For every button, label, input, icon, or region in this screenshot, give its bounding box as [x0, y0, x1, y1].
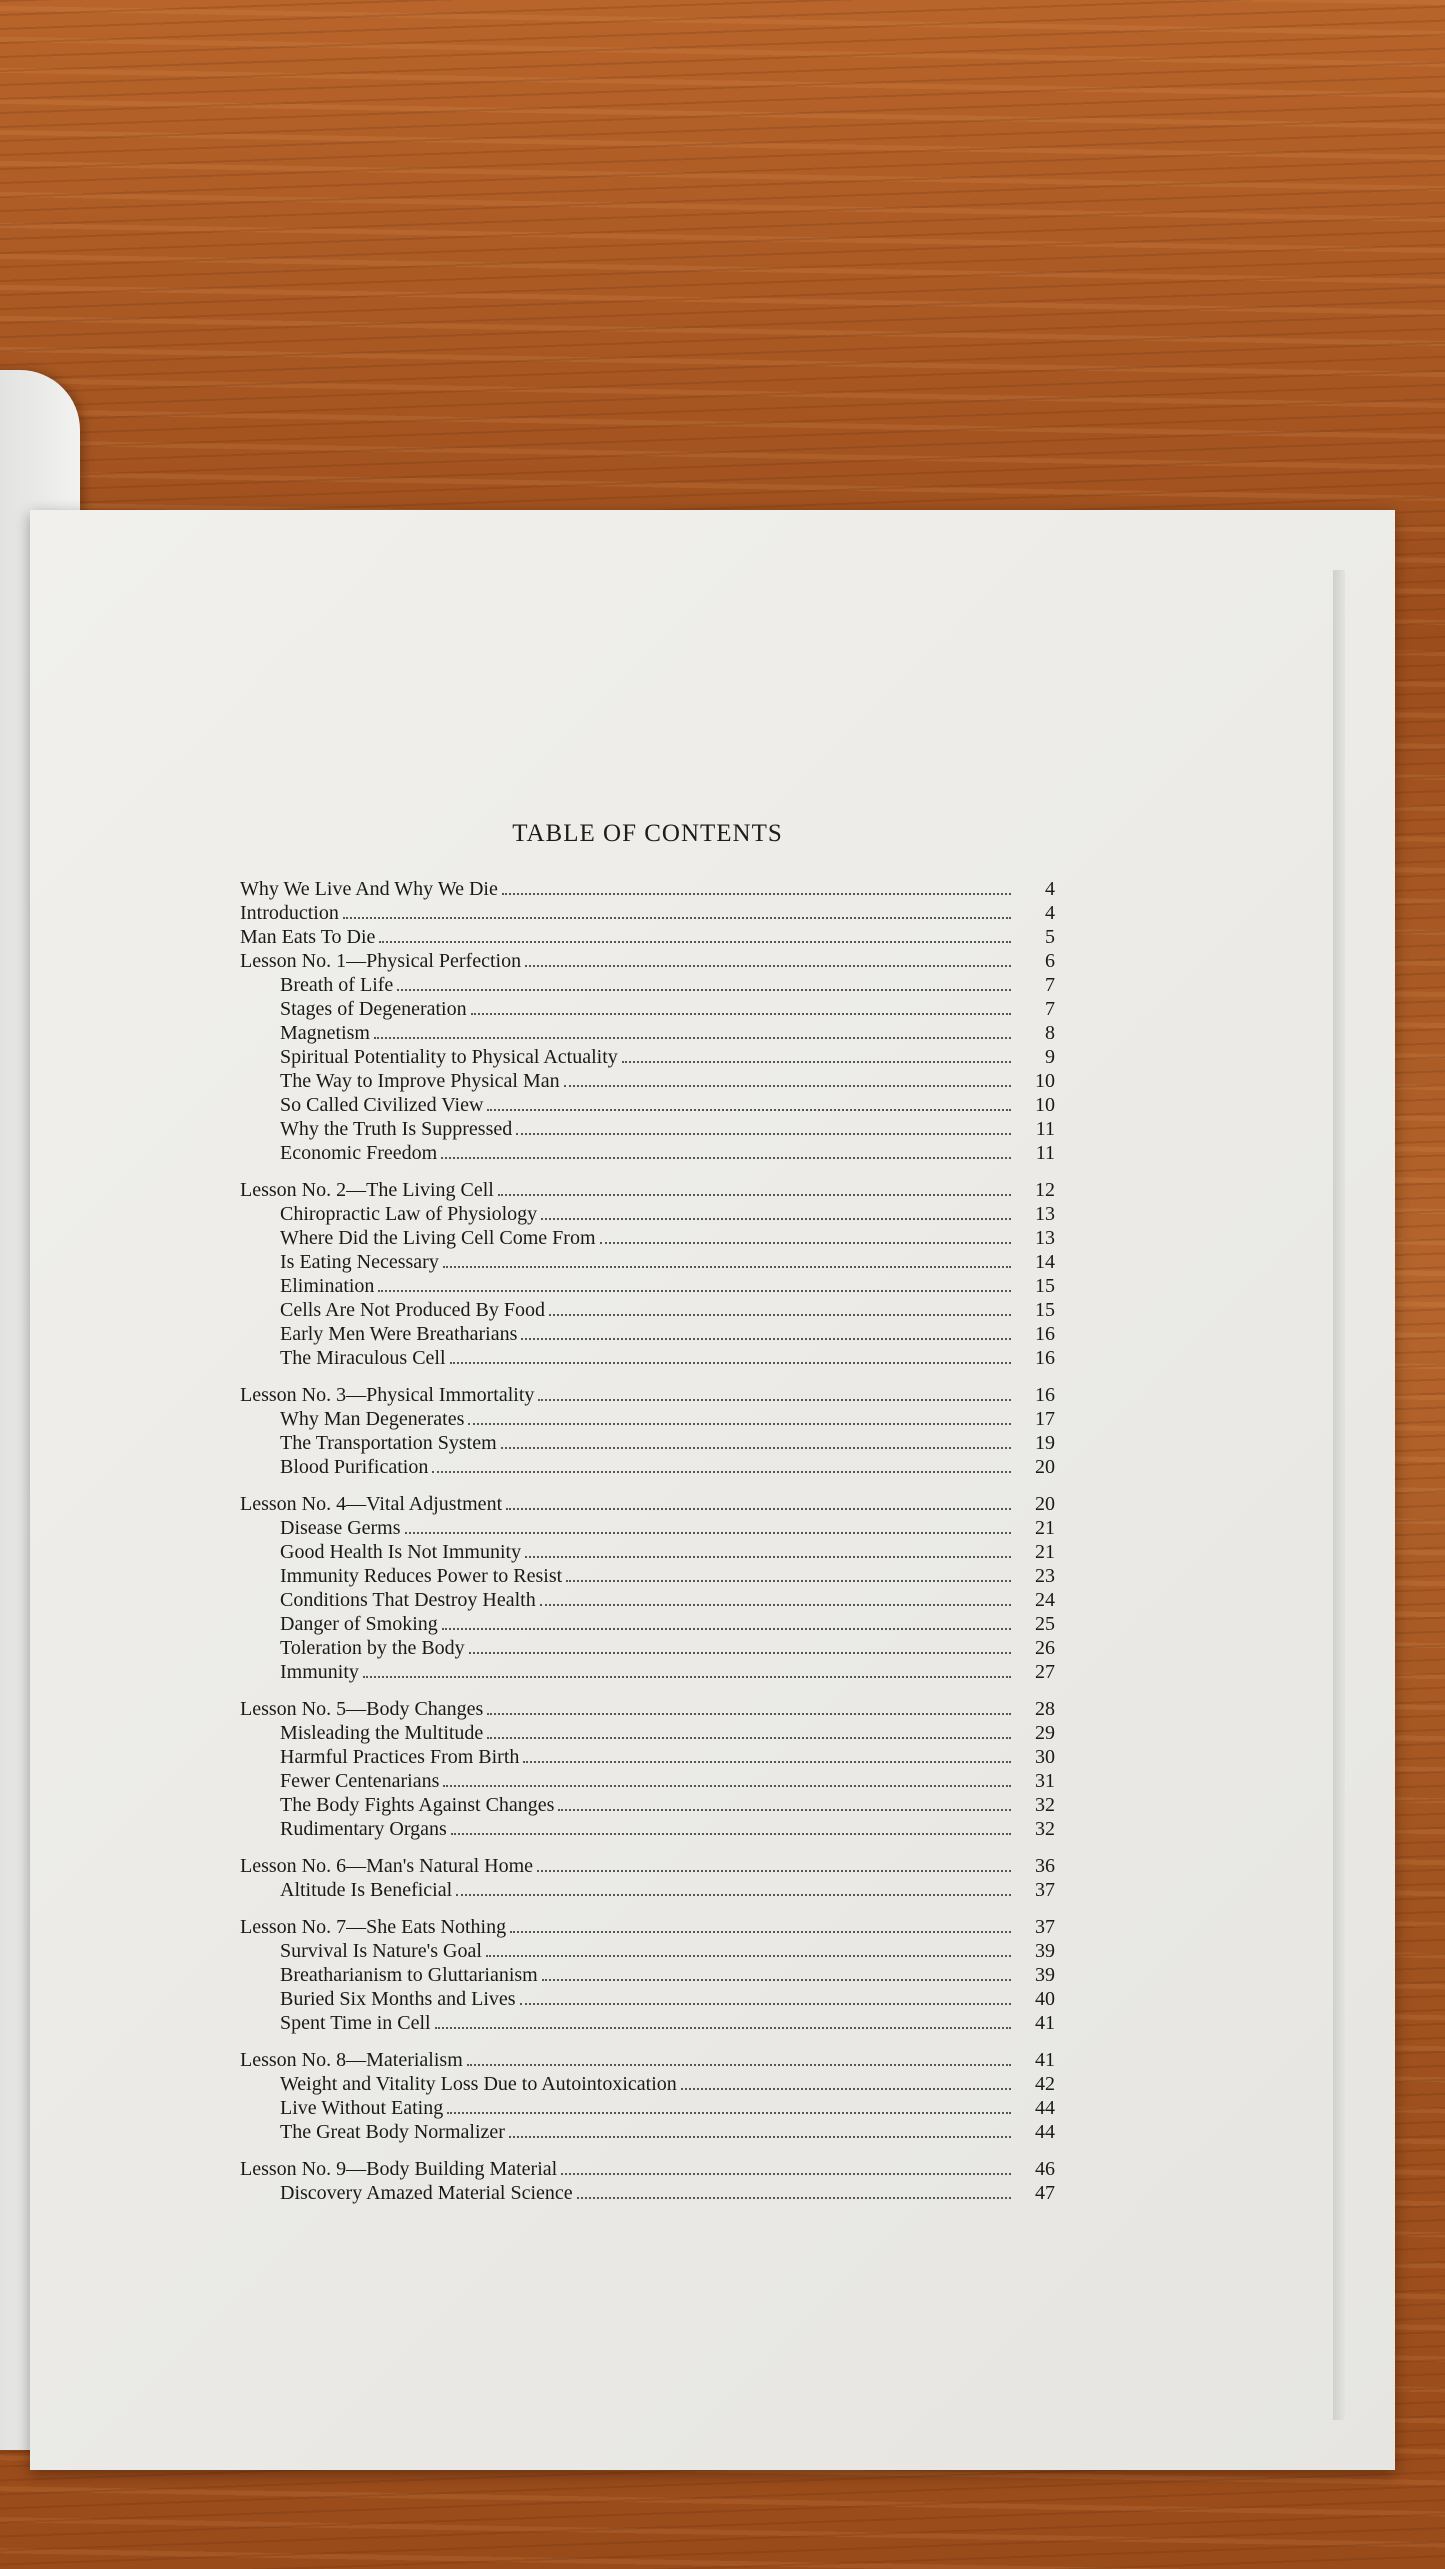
toc-entry-subtopic: [280, 1961, 1055, 1985]
toc-entry-page-number: 36: [1035, 1855, 1055, 1877]
toc-entry-subtopic: [280, 1043, 1055, 1067]
toc-entry-page-number: 9: [1045, 1046, 1055, 1068]
toc-entry-subtopic: [280, 1743, 1055, 1767]
toc-entry-subtopic: [280, 1658, 1055, 1682]
toc-entry-page-number: 20: [1035, 1493, 1055, 1515]
toc-entry-subtopic: [280, 1453, 1055, 1477]
dot-leader: [379, 941, 1011, 943]
toc-entry-label: Misleading the Multitude: [280, 1722, 484, 1744]
toc-entry-subtopic: [280, 2118, 1055, 2142]
dot-leader: [516, 1133, 1011, 1135]
toc-entry-label: Immunity: [280, 1661, 359, 1683]
toc-entry-label: Lesson No. 3—Physical Immortality: [240, 1384, 535, 1406]
toc-entry-label: Harmful Practices From Birth: [280, 1746, 520, 1768]
toc-entry-label: Economic Freedom: [280, 1142, 438, 1164]
toc-entry-subtopic: [280, 1538, 1055, 1562]
toc-entry-page-number: 47: [1035, 2182, 1055, 2204]
toc-entry-page-number: 32: [1035, 1818, 1055, 1840]
toc-entry-lesson: [240, 1913, 1055, 1937]
toc-entry-page-number: 16: [1035, 1323, 1055, 1345]
dot-leader: [397, 989, 1011, 991]
dot-leader: [681, 2088, 1011, 2090]
book-page: [30, 510, 1395, 2470]
toc-entry-label: Spent Time in Cell: [280, 2012, 431, 2034]
toc-entry-page-number: 15: [1035, 1299, 1055, 1321]
toc-entry-label: Live Without Eating: [280, 2097, 444, 2119]
toc-entry-page-number: 16: [1035, 1347, 1055, 1369]
toc-entry-page-number: 21: [1035, 1517, 1055, 1539]
dot-leader: [450, 1362, 1011, 1364]
toc-entry-page-number: 15: [1035, 1275, 1055, 1297]
toc-entry-label: Conditions That Destroy Health: [280, 1589, 536, 1611]
toc-entry-label: The Great Body Normalizer: [280, 2121, 505, 2143]
toc-entry-subtopic: [280, 1019, 1055, 1043]
toc-entry-page-number: 31: [1035, 1770, 1055, 1792]
dot-leader: [558, 1809, 1011, 1811]
toc-entry-lesson: [240, 923, 1055, 947]
toc-entry-page-number: 16: [1035, 1384, 1055, 1406]
toc-entry-label: Lesson No. 2—The Living Cell: [240, 1179, 494, 1201]
toc-entry-label: Lesson No. 9—Body Building Material: [240, 2158, 558, 2180]
dot-leader: [468, 1423, 1011, 1425]
toc-entry-subtopic: [280, 1767, 1055, 1791]
toc-entry-page-number: 21: [1035, 1541, 1055, 1563]
toc-entry-page-number: 11: [1035, 1142, 1055, 1164]
dot-leader: [363, 1676, 1011, 1678]
toc-entry-page-number: 25: [1035, 1613, 1055, 1635]
toc-entry-page-number: 12: [1035, 1179, 1055, 1201]
dot-leader: [498, 1194, 1011, 1196]
toc-entry-label: Toleration by the Body: [280, 1637, 465, 1659]
dot-leader: [487, 1737, 1011, 1739]
toc-entry-lesson: [240, 1695, 1055, 1719]
dot-leader: [538, 1399, 1011, 1401]
toc-entry-subtopic: [280, 2009, 1055, 2033]
toc-entry-lesson: [240, 875, 1055, 899]
toc-entry-label: Discovery Amazed Material Science: [280, 2182, 573, 2204]
toc-entry-label: Lesson No. 1—Physical Perfection: [240, 950, 522, 972]
toc-entry-subtopic: [280, 1610, 1055, 1634]
toc-entry-label: The Body Fights Against Changes: [280, 1794, 555, 1816]
toc-entry-page-number: 37: [1035, 1916, 1055, 1938]
dot-leader: [487, 1109, 1011, 1111]
toc-entry-page-number: 26: [1035, 1637, 1055, 1659]
toc-entry-label: Good Health Is Not Immunity: [280, 1541, 522, 1563]
dot-leader: [521, 1338, 1011, 1340]
toc-entry-page-number: 41: [1035, 2049, 1055, 2071]
dot-leader: [510, 1931, 1011, 1933]
toc-entry-subtopic: [280, 1320, 1055, 1344]
toc-entry-label: Magnetism: [280, 1022, 370, 1044]
dot-leader: [486, 1955, 1011, 1957]
toc-entry-subtopic: [280, 1139, 1055, 1163]
toc-entry-page-number: 27: [1035, 1661, 1055, 1683]
toc-entry-page-number: 24: [1035, 1589, 1055, 1611]
toc-entry-label: Lesson No. 6—Man's Natural Home: [240, 1855, 533, 1877]
toc-entry-page-number: 7: [1045, 974, 1055, 996]
dot-leader: [537, 1870, 1011, 1872]
toc-entry-page-number: 46: [1035, 2158, 1055, 2180]
toc-entry-page-number: 44: [1035, 2097, 1055, 2119]
toc-entry-label: Survival Is Nature's Goal: [280, 1940, 482, 1962]
dot-leader: [506, 1508, 1011, 1510]
toc-title: TABLE OF CONTENTS: [512, 820, 783, 847]
toc-entry-subtopic: [280, 1067, 1055, 1091]
toc-entry-page-number: 44: [1035, 2121, 1055, 2143]
toc-entry-label: Breath of Life: [280, 974, 394, 996]
toc-entry-subtopic: [280, 2179, 1055, 2203]
toc-entry-label: Why the Truth Is Suppressed: [280, 1118, 513, 1140]
toc-entry-page-number: 14: [1035, 1251, 1055, 1273]
dot-leader: [405, 1532, 1011, 1534]
toc-entry-label: Elimination: [280, 1275, 375, 1297]
toc-entry-subtopic: [280, 1091, 1055, 1115]
dot-leader: [525, 1556, 1011, 1558]
toc-entry-page-number: 30: [1035, 1746, 1055, 1768]
toc-entry-subtopic: [280, 1429, 1055, 1453]
dot-leader: [600, 1242, 1012, 1244]
toc-entry-subtopic: [280, 1296, 1055, 1320]
toc-entry-label: Lesson No. 8—Materialism: [240, 2049, 463, 2071]
dot-leader: [374, 1037, 1011, 1039]
toc-entry-subtopic: [280, 1719, 1055, 1743]
toc-entry-subtopic: [280, 1272, 1055, 1296]
toc-entry-page-number: 17: [1035, 1408, 1055, 1430]
toc-entry-subtopic: [280, 1985, 1055, 2009]
toc-entry-label: Fewer Centenarians: [280, 1770, 440, 1792]
toc-entry-page-number: 4: [1045, 878, 1055, 900]
toc-entry-label: Introduction: [240, 902, 339, 924]
toc-entry-page-number: 39: [1035, 1964, 1055, 1986]
toc-entry-page-number: 39: [1035, 1940, 1055, 1962]
toc-entry-lesson: [240, 1381, 1055, 1405]
dot-leader: [442, 1628, 1011, 1630]
toc-entry-page-number: 28: [1035, 1698, 1055, 1720]
dot-leader: [525, 965, 1011, 967]
toc-entry-label: Stages of Degeneration: [280, 998, 467, 1020]
toc-entry-lesson: [240, 1176, 1055, 1200]
toc-entry-page-number: 7: [1045, 998, 1055, 1020]
toc-entry-page-number: 29: [1035, 1722, 1055, 1744]
toc-entry-subtopic: [280, 2070, 1055, 2094]
toc-entry-label: Lesson No. 5—Body Changes: [240, 1698, 484, 1720]
toc-entry-label: So Called Civilized View: [280, 1094, 484, 1116]
toc-entry-subtopic: [280, 1405, 1055, 1429]
toc-entry-label: Rudimentary Organs: [280, 1818, 447, 1840]
dot-leader: [456, 1894, 1011, 1896]
dot-leader: [487, 1713, 1011, 1715]
toc-entry-label: Why We Live And Why We Die: [240, 878, 498, 900]
toc-entry-page-number: 37: [1035, 1879, 1055, 1901]
dot-leader: [467, 2064, 1011, 2066]
dot-leader: [561, 2173, 1011, 2175]
toc-entry-lesson: [240, 2046, 1055, 2070]
toc-entry-subtopic: [280, 995, 1055, 1019]
toc-entry-label: Why Man Degenerates: [280, 1408, 465, 1430]
toc-entry-label: Man Eats To Die: [240, 926, 376, 948]
toc-entry-subtopic: [280, 1514, 1055, 1538]
toc-entry-subtopic: [280, 1248, 1055, 1272]
dot-leader: [343, 917, 1011, 919]
toc-entry-lesson: [240, 2155, 1055, 2179]
dot-leader: [566, 1580, 1011, 1582]
toc-entry-page-number: 40: [1035, 1988, 1055, 2010]
toc-entry-label: Chiropractic Law of Physiology: [280, 1203, 538, 1225]
dot-leader: [542, 1979, 1011, 1981]
toc-entry-subtopic: [280, 1562, 1055, 1586]
toc-entry-lesson: [240, 1490, 1055, 1514]
dot-leader: [471, 1013, 1011, 1015]
dot-leader: [435, 2027, 1011, 2029]
toc-entry-page-number: 42: [1035, 2073, 1055, 2095]
toc-entry-label: Blood Purification: [280, 1456, 429, 1478]
toc-entry-label: Disease Germs: [280, 1517, 401, 1539]
toc-entry-subtopic: [280, 2094, 1055, 2118]
dot-leader: [564, 1085, 1011, 1087]
toc-entry-label: Lesson No. 7—She Eats Nothing: [240, 1916, 507, 1938]
toc-entry-page-number: 20: [1035, 1456, 1055, 1478]
toc-entry-subtopic: [280, 1937, 1055, 1961]
dot-leader: [577, 2197, 1011, 2199]
toc-entry-page-number: 6: [1045, 950, 1055, 972]
dot-leader: [432, 1471, 1011, 1473]
toc-entry-subtopic: [280, 1344, 1055, 1368]
toc-entry-page-number: 8: [1045, 1022, 1055, 1044]
toc-entry-label: Early Men Were Breatharians: [280, 1323, 518, 1345]
toc-entry-page-number: 10: [1035, 1070, 1055, 1092]
toc-entry-page-number: 10: [1035, 1094, 1055, 1116]
dot-leader: [622, 1061, 1011, 1063]
toc-entry-label: Immunity Reduces Power to Resist: [280, 1565, 563, 1587]
dot-leader: [451, 1833, 1011, 1835]
toc-entry-label: Altitude Is Beneficial: [280, 1879, 453, 1901]
dot-leader: [441, 1157, 1011, 1159]
toc-entry-page-number: 4: [1045, 902, 1055, 924]
toc-entry-label: Is Eating Necessary: [280, 1251, 439, 1273]
toc-entry-page-number: 41: [1035, 2012, 1055, 2034]
dot-leader: [501, 1447, 1011, 1449]
toc-entry-page-number: 11: [1035, 1118, 1055, 1140]
toc-entry-label: The Transportation System: [280, 1432, 497, 1454]
toc-entry-subtopic: [280, 1815, 1055, 1839]
dot-leader: [502, 893, 1011, 895]
dot-leader: [378, 1290, 1011, 1292]
dot-leader: [443, 1266, 1011, 1268]
toc-entry-subtopic: [280, 1634, 1055, 1658]
toc-entry-label: Lesson No. 4—Vital Adjustment: [240, 1493, 503, 1515]
dot-leader: [541, 1218, 1011, 1220]
toc-entry-subtopic: [280, 1876, 1055, 1900]
dot-leader: [469, 1652, 1011, 1654]
toc-entry-label: Danger of Smoking: [280, 1613, 438, 1635]
toc-entry-label: Cells Are Not Produced By Food: [280, 1299, 545, 1321]
toc-entry-lesson: [240, 947, 1055, 971]
toc-entry-lesson: [240, 899, 1055, 923]
toc-entry-label: The Way to Improve Physical Man: [280, 1070, 560, 1092]
dot-leader: [520, 2003, 1011, 2005]
toc-entry-label: Where Did the Living Cell Come From: [280, 1227, 596, 1249]
toc-entry-subtopic: [280, 1224, 1055, 1248]
dot-leader: [540, 1604, 1011, 1606]
toc-entry-subtopic: [280, 1791, 1055, 1815]
dot-leader: [443, 1785, 1011, 1787]
toc-entry-page-number: 23: [1035, 1565, 1055, 1587]
toc-entry-page-number: 32: [1035, 1794, 1055, 1816]
toc-entry-label: Breatharianism to Gluttarianism: [280, 1964, 538, 1986]
toc-entry-subtopic: [280, 1200, 1055, 1224]
toc-entry-page-number: 19: [1035, 1432, 1055, 1454]
dot-leader: [447, 2112, 1011, 2114]
toc-entry-page-number: 13: [1035, 1203, 1055, 1225]
toc-entry-lesson: [240, 1852, 1055, 1876]
dot-leader: [523, 1761, 1011, 1763]
toc-entry-subtopic: [280, 971, 1055, 995]
dot-leader: [549, 1314, 1011, 1316]
toc-entry-label: Spiritual Potentiality to Physical Actuality: [280, 1046, 618, 1068]
toc-entry-page-number: 13: [1035, 1227, 1055, 1249]
dot-leader: [509, 2136, 1011, 2138]
toc-entry-label: Weight and Vitality Loss Due to Autointoxication: [280, 2073, 677, 2095]
toc-entry-label: Buried Six Months and Lives: [280, 1988, 516, 2010]
toc-entry-page-number: 5: [1045, 926, 1055, 948]
toc-entry-subtopic: [280, 1586, 1055, 1610]
toc-entry-label: The Miraculous Cell: [280, 1347, 446, 1369]
page-stack-edge: [1333, 570, 1345, 2420]
toc-entry-subtopic: [280, 1115, 1055, 1139]
